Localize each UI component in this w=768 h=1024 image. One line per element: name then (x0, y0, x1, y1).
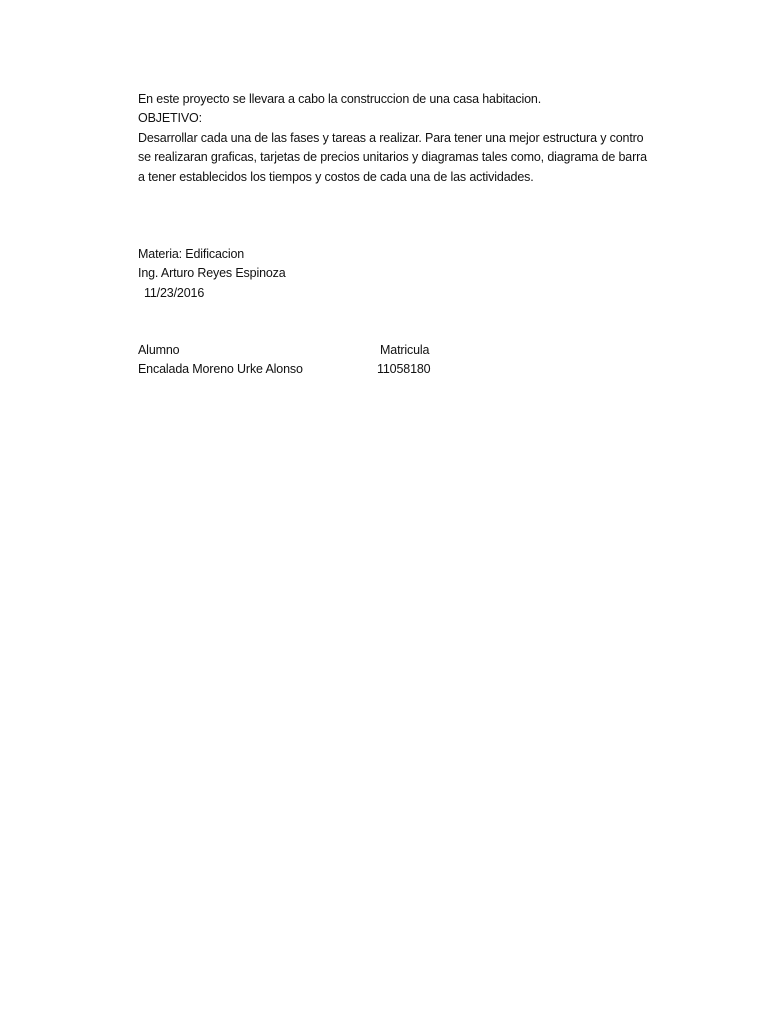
objective-heading: OBJETIVO: (138, 111, 202, 126)
intro-text (138, 90, 662, 187)
table-header-row (138, 341, 458, 360)
id-column-header: Matricula (380, 343, 430, 357)
student-table (138, 341, 458, 380)
student-column-header: Alumno (138, 343, 180, 357)
teacher-name: Ing. Arturo Reyes Espinoza (138, 266, 286, 281)
table-row (138, 360, 458, 379)
date-text: 11/23/2016 (144, 285, 205, 300)
student-name: Encalada Moreno Urke Alonso (138, 362, 303, 377)
subject-text: Materia: Edificacion (138, 247, 245, 261)
student-id: 11058180 (377, 362, 431, 377)
objective-line-3: a tener establecidos los tiempos y costos de cada una de las actividades. (138, 169, 534, 184)
objective-line-1: Desarrollar cada una de las fases y tareas a realizar. Para tener una mejor estructura y contro (138, 130, 644, 145)
objective-line-2: se realizaran graficas, tarjetas de precios unitarios y diagramas tales como, diagrama de barra (138, 150, 647, 165)
intro-line-project: En este proyecto se llevara a cabo la construccion de una casa habitacion. (138, 92, 542, 106)
course-info (138, 245, 286, 303)
